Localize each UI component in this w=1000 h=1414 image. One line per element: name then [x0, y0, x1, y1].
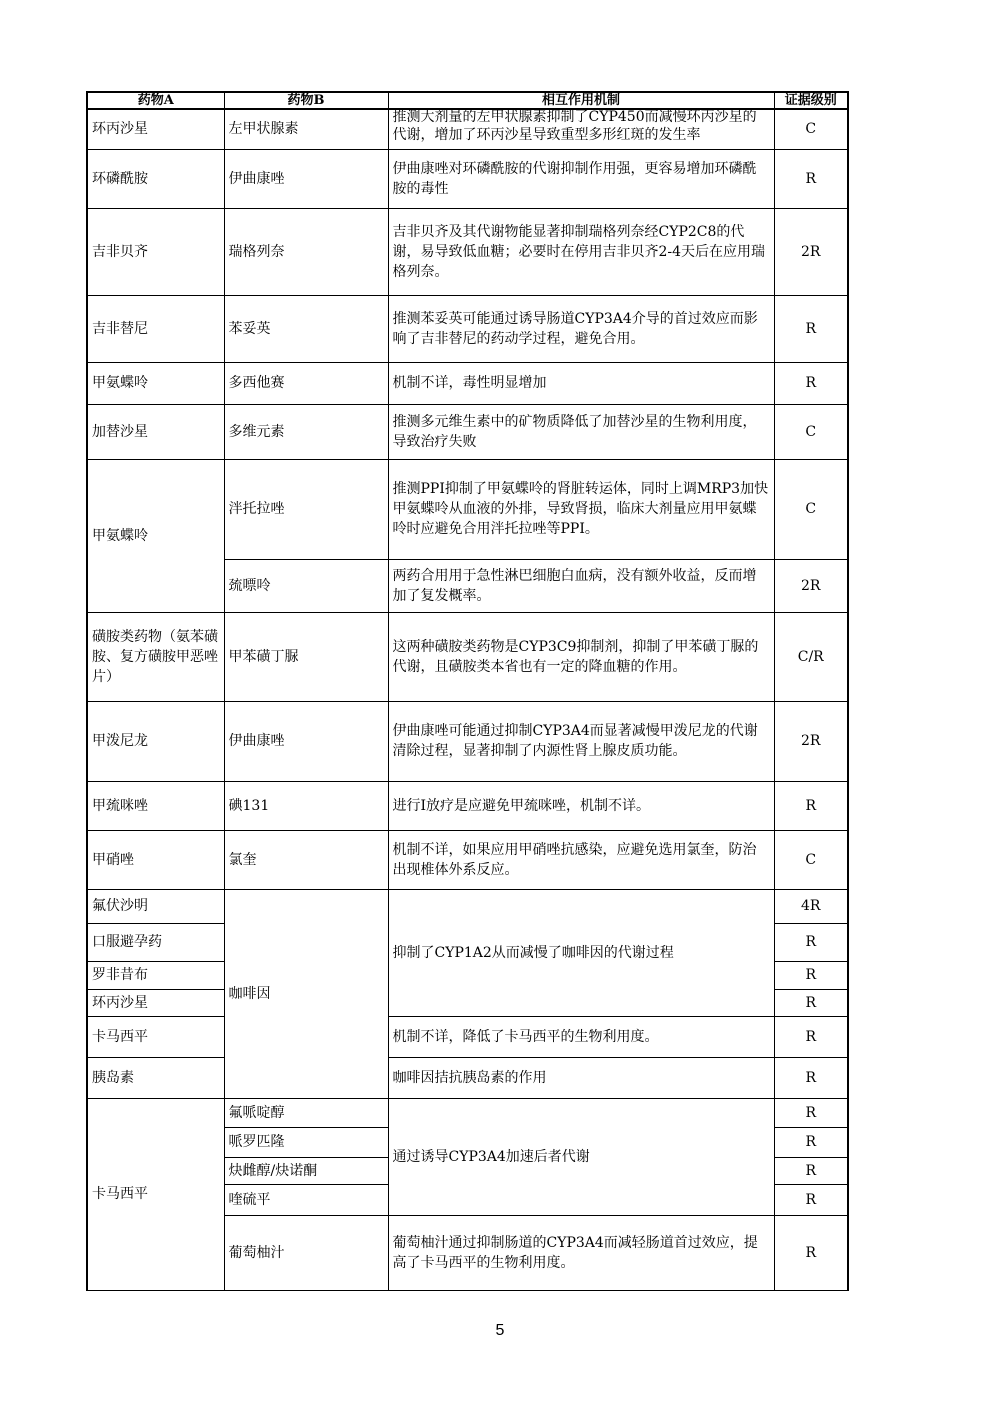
mechanism-cell: 抑制了CYP1A2从而减慢了咖啡因的代谢过程 — [388, 889, 774, 1016]
drug-b-cell: 咖啡因 — [224, 889, 388, 1098]
evidence-level-cell: C — [774, 404, 848, 459]
evidence-level-cell: R — [774, 1127, 848, 1157]
evidence-level-cell: C — [774, 830, 848, 889]
evidence-level-cell: R — [774, 295, 848, 362]
header-mechanism: 相互作用机制 — [388, 92, 774, 109]
mechanism-cell: 吉非贝齐及其代谢物能显著抑制瑞格列奈经CYP2C8的代谢，易导致低血糖；必要时在停用吉非贝齐2-4天后在应用瑞格列奈。 — [388, 208, 774, 295]
mechanism-cell: 进行I放疗是应避免甲巯咪唑，机制不详。 — [388, 781, 774, 830]
drug-b-cell: 甲苯磺丁脲 — [224, 612, 388, 701]
evidence-level-cell: R — [774, 362, 848, 404]
drug-b-cell: 苯妥英 — [224, 295, 388, 362]
table-row — [87, 1057, 848, 1098]
drug-a-cell: 甲泼尼龙 — [87, 701, 224, 781]
evidence-level-cell: R — [774, 1016, 848, 1057]
evidence-level-cell: C/R — [774, 612, 848, 701]
mechanism-text: 推测大剂量的左甲状腺素抑制了CYP450而减慢环丙沙星的代谢，增加了环丙沙星导致重型多形红斑的发生率 — [392, 109, 757, 144]
evidence-level-cell: C — [774, 459, 848, 559]
header-drug-a: 药物A — [87, 92, 224, 109]
drug-a-cell: 甲硝唑 — [87, 830, 224, 889]
table-row — [87, 459, 848, 559]
evidence-level-cell: R — [774, 149, 848, 208]
drug-b-cell: 泮托拉唑 — [224, 459, 388, 559]
drug-b-cell: 伊曲康唑 — [224, 701, 388, 781]
mechanism-cell: 机制不详，如果应用甲硝唑抗感染，应避免选用氯奎，防治出现椎体外系反应。 — [388, 830, 774, 889]
mechanism-cell: 推测多元维生素中的矿物质降低了加替沙星的生物利用度，导致治疗失败 — [388, 404, 774, 459]
drug-a-cell: 甲氨蝶呤 — [87, 362, 224, 404]
evidence-level-cell: R — [774, 961, 848, 989]
mechanism-cell: 机制不详，毒性明显增加 — [388, 362, 774, 404]
evidence-level-cell: 2R — [774, 208, 848, 295]
mechanism-cell: 伊曲康唑可能通过抑制CYP3A4而显著减慢甲泼尼龙的代谢清除过程，显著抑制了内源性肾上腺皮质功能。 — [388, 701, 774, 781]
evidence-level-cell: R — [774, 1215, 848, 1290]
drug-a-cell: 氟伏沙明 — [87, 889, 224, 923]
drug-a-cell: 加替沙星 — [87, 404, 224, 459]
evidence-level-cell: R — [774, 1157, 848, 1184]
evidence-level-cell: R — [774, 989, 848, 1016]
evidence-level-cell: R — [774, 1098, 848, 1127]
drug-a-cell: 卡马西平 — [87, 1098, 224, 1290]
drug-b-cell: 氟哌啶醇 — [224, 1098, 388, 1127]
header-drug-b: 药物B — [224, 92, 388, 109]
drug-b-cell: 氯奎 — [224, 830, 388, 889]
evidence-level-cell: R — [774, 781, 848, 830]
mechanism-cell: 推测PPI抑制了甲氨蝶呤的肾脏转运体，同时上调MRP3加快甲氨蝶呤从血液的外排，导致肾损，临床大剂量应用甲氨蝶呤时应避免合用泮托拉唑等PPI。 — [388, 459, 774, 559]
drug-a-cell: 吉非替尼 — [87, 295, 224, 362]
drug-b-cell: 多维元素 — [224, 404, 388, 459]
table-row — [87, 208, 848, 295]
drug-a-cell: 吉非贝齐 — [87, 208, 224, 295]
drug-b-cell: 喹硫平 — [224, 1184, 388, 1215]
table-row — [87, 295, 848, 362]
table-row — [87, 781, 848, 830]
evidence-level-cell: 4R — [774, 889, 848, 923]
table-row — [87, 830, 848, 889]
drug-b-cell: 瑞格列奈 — [224, 208, 388, 295]
header-evidence-level: 证据级别 — [774, 92, 848, 109]
drug-b-cell: 哌罗匹隆 — [224, 1127, 388, 1157]
evidence-level-cell: 2R — [774, 559, 848, 612]
drug-b-cell: 左甲状腺素 — [224, 109, 388, 149]
page-number: 5 — [495, 1322, 505, 1339]
drug-a-cell: 罗非昔布 — [87, 961, 224, 989]
drug-b-cell: 多西他赛 — [224, 362, 388, 404]
mechanism-cell: 咖啡因拮抗胰岛素的作用 — [388, 1057, 774, 1098]
mechanism-cell: 两药合用用于急性淋巴细胞白血病，没有额外收益，反而增加了复发概率。 — [388, 559, 774, 612]
drug-b-cell: 炔雌醇/炔诺酮 — [224, 1157, 388, 1184]
mechanism-cell: 伊曲康唑对环磷酰胺的代谢抑制作用强，更容易增加环磷酰胺的毒性 — [388, 149, 774, 208]
evidence-level-cell: R — [774, 1184, 848, 1215]
drug-b-cell: 巯嘌呤 — [224, 559, 388, 612]
table-row — [87, 1098, 848, 1127]
drug-a-cell: 甲氨蝶呤 — [87, 459, 224, 612]
evidence-level-cell: C — [774, 109, 848, 149]
drug-interaction-table — [86, 91, 849, 1291]
mechanism-cell: 通过诱导CYP3A4加速后者代谢 — [388, 1098, 774, 1215]
table-row — [87, 1016, 848, 1057]
drug-a-cell: 环丙沙星 — [87, 109, 224, 149]
table-row — [87, 404, 848, 459]
table-row — [87, 362, 848, 404]
drug-b-cell: 葡萄柚汁 — [224, 1215, 388, 1290]
table-row — [87, 612, 848, 701]
evidence-level-cell: 2R — [774, 701, 848, 781]
drug-b-cell: 碘131 — [224, 781, 388, 830]
evidence-level-cell: R — [774, 1057, 848, 1098]
drug-b-cell: 伊曲康唑 — [224, 149, 388, 208]
drug-a-cell: 磺胺类药物（氨苯磺胺、复方磺胺甲恶唑片） — [87, 612, 224, 701]
drug-a-cell: 甲巯咪唑 — [87, 781, 224, 830]
table-row — [87, 109, 848, 149]
mechanism-cell — [388, 109, 774, 149]
table-row — [87, 149, 848, 208]
drug-a-cell: 胰岛素 — [87, 1057, 224, 1098]
mechanism-cell: 机制不详，降低了卡马西平的生物利用度。 — [388, 1016, 774, 1057]
drug-a-cell: 口服避孕药 — [87, 923, 224, 961]
evidence-level-cell: R — [774, 923, 848, 961]
table-row — [87, 889, 848, 923]
mechanism-cell: 葡萄柚汁通过抑制肠道的CYP3A4而减轻肠道首过效应，提高了卡马西平的生物利用度。 — [388, 1215, 774, 1290]
mechanism-cell: 推测苯妥英可能通过诱导肠道CYP3A4介导的首过效应而影响了吉非替尼的药动学过程，避免合用。 — [388, 295, 774, 362]
drug-a-cell: 卡马西平 — [87, 1016, 224, 1057]
drug-a-cell: 环磷酰胺 — [87, 149, 224, 208]
drug-a-cell: 环丙沙星 — [87, 989, 224, 1016]
table-row — [87, 701, 848, 781]
mechanism-cell: 这两种磺胺类药物是CYP3C9抑制剂，抑制了甲苯磺丁脲的代谢，且磺胺类本省也有一定的降血糖的作用。 — [388, 612, 774, 701]
table-header-row — [87, 92, 848, 109]
